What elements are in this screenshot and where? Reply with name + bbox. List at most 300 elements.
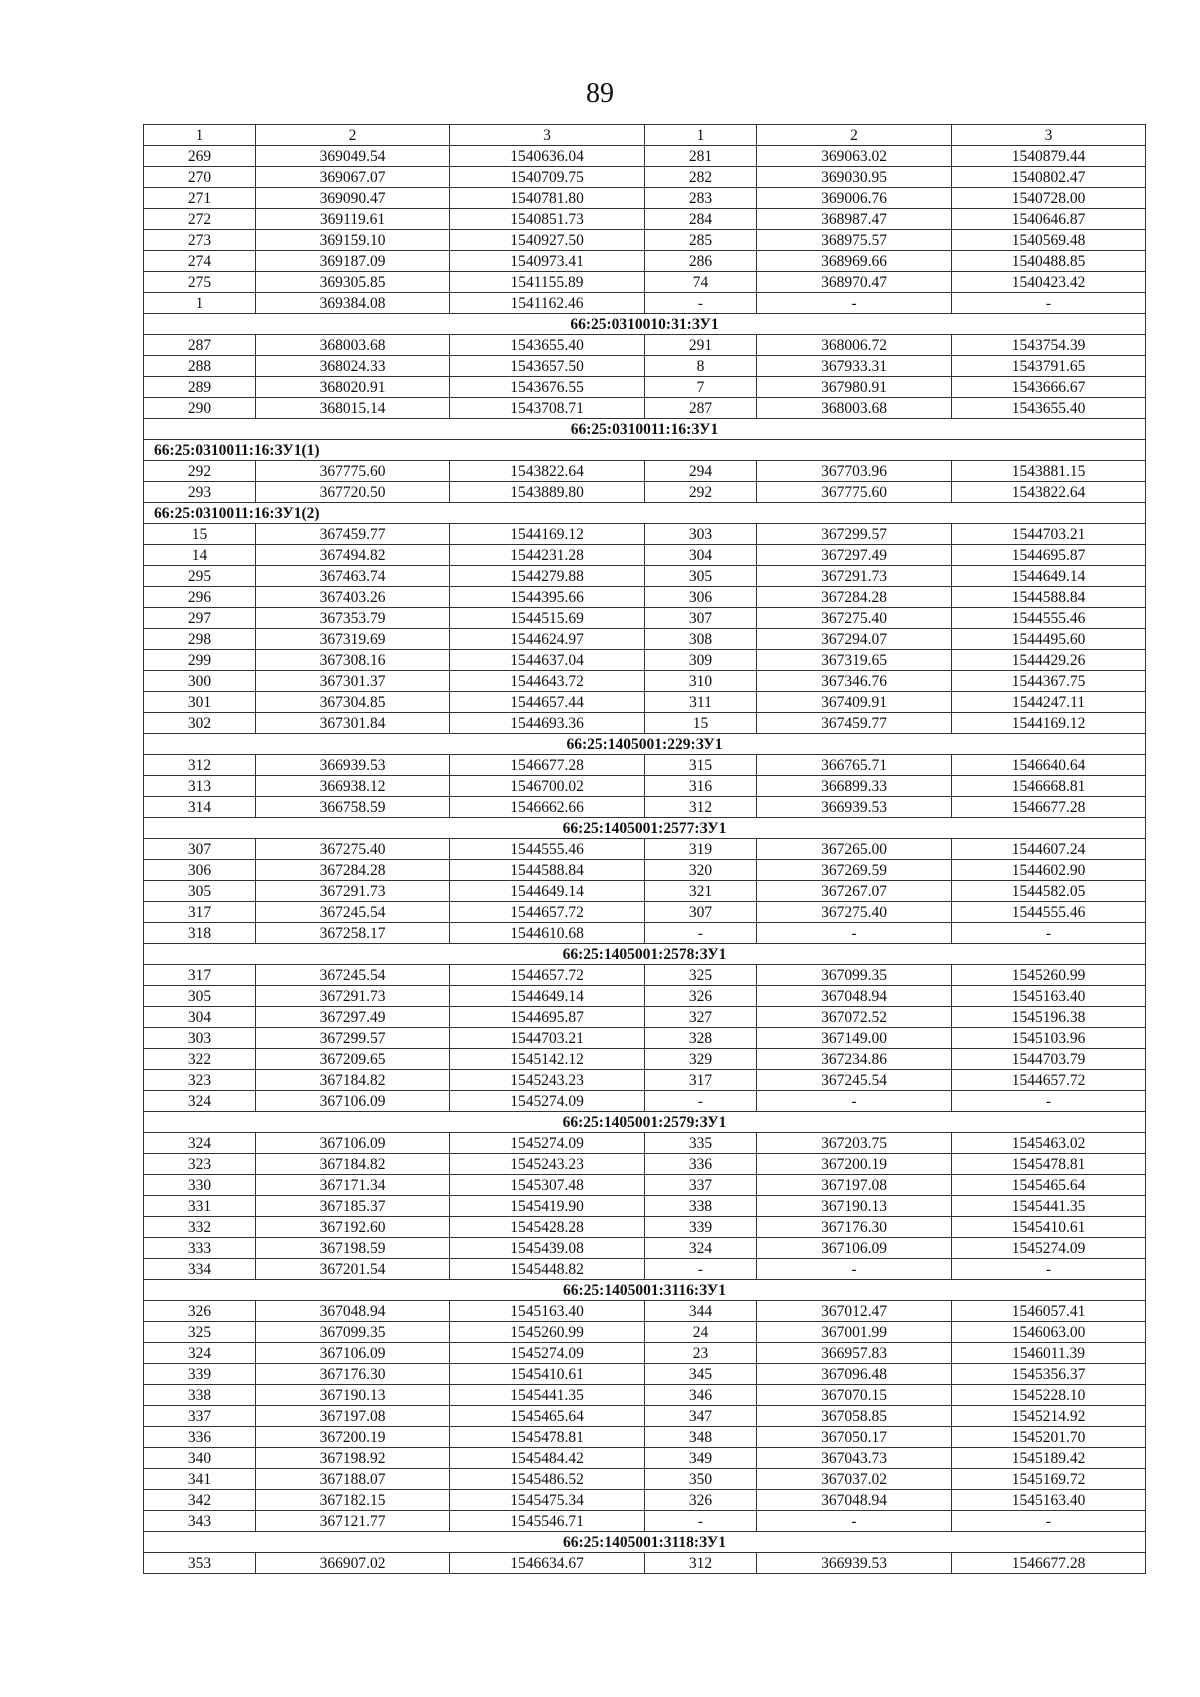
table-cell: 292 xyxy=(645,482,757,503)
table-cell: 1546662.66 xyxy=(450,797,645,818)
table-cell: - xyxy=(757,1259,952,1280)
table-cell: 366758.59 xyxy=(256,797,450,818)
table-cell: 274 xyxy=(144,251,256,272)
table-cell: 1545274.09 xyxy=(450,1091,645,1112)
table-cell: 1544515.69 xyxy=(450,608,645,629)
table-cell: 367072.52 xyxy=(757,1007,952,1028)
table-cell: 1545228.10 xyxy=(952,1385,1146,1406)
coordinates-table xyxy=(143,124,1146,1574)
table-header-row xyxy=(144,125,1146,146)
table-cell: - xyxy=(952,1259,1146,1280)
table-cell: 307 xyxy=(144,839,256,860)
table-cell: 369030.95 xyxy=(757,167,952,188)
table-row xyxy=(144,1427,1146,1448)
table-cell: 367037.02 xyxy=(757,1469,952,1490)
table-cell: 369067.07 xyxy=(256,167,450,188)
table-cell: 367234.86 xyxy=(757,1049,952,1070)
table-cell: 367284.28 xyxy=(256,860,450,881)
table-cell: 1544703.21 xyxy=(450,1028,645,1049)
table-cell: 1541162.46 xyxy=(450,293,645,314)
table-cell: 367294.07 xyxy=(757,629,952,650)
table-cell: 1544703.79 xyxy=(952,1049,1146,1070)
table-cell: 329 xyxy=(645,1049,757,1070)
table-cell: 367176.30 xyxy=(757,1217,952,1238)
section-heading: 66:25:1405001:2577:ЗУ1 xyxy=(144,818,1146,839)
table-cell: 331 xyxy=(144,1196,256,1217)
table-row xyxy=(144,1364,1146,1385)
table-cell: 312 xyxy=(645,797,757,818)
table-row xyxy=(144,545,1146,566)
table-cell: 293 xyxy=(144,482,256,503)
table-cell: 303 xyxy=(645,524,757,545)
table-cell: 367176.30 xyxy=(256,1364,450,1385)
table-cell: 284 xyxy=(645,209,757,230)
table-cell: 287 xyxy=(645,398,757,419)
section-heading: 66:25:0310011:16:ЗУ1 xyxy=(144,419,1146,440)
section-heading: 66:25:1405001:2579:ЗУ1 xyxy=(144,1112,1146,1133)
table-row xyxy=(144,398,1146,419)
table-cell: 367050.17 xyxy=(757,1427,952,1448)
table-cell: 1543822.64 xyxy=(450,461,645,482)
table-cell: 24 xyxy=(645,1322,757,1343)
table-row xyxy=(144,755,1146,776)
table-cell: 367190.13 xyxy=(256,1385,450,1406)
table-cell: 1544429.26 xyxy=(952,650,1146,671)
table-cell: 1540646.87 xyxy=(952,209,1146,230)
table-cell: 368020.91 xyxy=(256,377,450,398)
table-cell: 367190.13 xyxy=(757,1196,952,1217)
table-row xyxy=(144,1091,1146,1112)
table-cell: 1544607.24 xyxy=(952,839,1146,860)
table-cell: 1545260.99 xyxy=(952,965,1146,986)
table-cell: 1543657.50 xyxy=(450,356,645,377)
table-cell: 367308.16 xyxy=(256,650,450,671)
table-row xyxy=(144,776,1146,797)
table-cell: 1545428.28 xyxy=(450,1217,645,1238)
table-cell: 1545274.09 xyxy=(450,1133,645,1154)
table-cell: 1545356.37 xyxy=(952,1364,1146,1385)
table-cell: 345 xyxy=(645,1364,757,1385)
table-cell: 367980.91 xyxy=(757,377,952,398)
table-cell: 1545465.64 xyxy=(450,1406,645,1427)
table-cell: 1544169.12 xyxy=(952,713,1146,734)
table-cell: 1545463.02 xyxy=(952,1133,1146,1154)
table-cell: 1540802.47 xyxy=(952,167,1146,188)
table-cell: 1540781.80 xyxy=(450,188,645,209)
table-cell: 1545201.70 xyxy=(952,1427,1146,1448)
table-row xyxy=(144,860,1146,881)
table-cell: 367403.26 xyxy=(256,587,450,608)
table-cell: 269 xyxy=(144,146,256,167)
table-cell: 338 xyxy=(144,1385,256,1406)
table-cell: 367267.07 xyxy=(757,881,952,902)
table-cell: 1546640.64 xyxy=(952,755,1146,776)
table-cell: 1545478.81 xyxy=(450,1427,645,1448)
table-cell: 1544602.90 xyxy=(952,860,1146,881)
table-cell: 367299.57 xyxy=(256,1028,450,1049)
table-cell: 367070.15 xyxy=(757,1385,952,1406)
table-cell: 1540636.04 xyxy=(450,146,645,167)
table-row xyxy=(144,293,1146,314)
table-cell: 323 xyxy=(144,1154,256,1175)
table-cell: 367106.09 xyxy=(256,1091,450,1112)
table-cell: 367043.73 xyxy=(757,1448,952,1469)
table-cell: 367346.76 xyxy=(757,671,952,692)
table-cell: 316 xyxy=(645,776,757,797)
table-row xyxy=(144,713,1146,734)
table-cell: 1544693.36 xyxy=(450,713,645,734)
table-row xyxy=(144,356,1146,377)
table-cell: 303 xyxy=(144,1028,256,1049)
table-cell: 369049.54 xyxy=(256,146,450,167)
table-cell: 298 xyxy=(144,629,256,650)
table-row xyxy=(144,797,1146,818)
page-number: 89 xyxy=(586,78,614,109)
table-row xyxy=(144,1469,1146,1490)
table-row xyxy=(144,1217,1146,1238)
table-cell: 367265.00 xyxy=(757,839,952,860)
table-cell: 367209.65 xyxy=(256,1049,450,1070)
table-cell: 366939.53 xyxy=(757,1553,952,1574)
table-cell: 368970.47 xyxy=(757,272,952,293)
table-cell: 302 xyxy=(144,713,256,734)
table-cell: 368006.72 xyxy=(757,335,952,356)
table-row xyxy=(144,1154,1146,1175)
table-cell: 341 xyxy=(144,1469,256,1490)
section-heading: 66:25:0310010:31:ЗУ1 xyxy=(144,314,1146,335)
table-cell: 367099.35 xyxy=(757,965,952,986)
table-cell: 324 xyxy=(144,1133,256,1154)
table-row xyxy=(144,1322,1146,1343)
table-row xyxy=(144,1049,1146,1070)
table-cell: 367184.82 xyxy=(256,1154,450,1175)
table-row xyxy=(144,881,1146,902)
section-heading: 66:25:1405001:3116:ЗУ1 xyxy=(144,1280,1146,1301)
table-cell: 369119.61 xyxy=(256,209,450,230)
section-heading: 66:25:0310011:16:ЗУ1(2) xyxy=(144,503,1146,524)
table-cell: 1544695.87 xyxy=(952,545,1146,566)
table-cell: 367304.85 xyxy=(256,692,450,713)
table-cell: 1545163.40 xyxy=(450,1301,645,1322)
table-row xyxy=(144,209,1146,230)
table-cell: 308 xyxy=(645,629,757,650)
table-cell: 1544395.66 xyxy=(450,587,645,608)
table-cell: 367058.85 xyxy=(757,1406,952,1427)
table-cell: - xyxy=(952,293,1146,314)
table-cell: 312 xyxy=(144,755,256,776)
section-heading-row xyxy=(144,944,1146,965)
table-cell: 307 xyxy=(645,902,757,923)
table-cell: 309 xyxy=(645,650,757,671)
table-cell: 350 xyxy=(645,1469,757,1490)
header-cell-y: 3 xyxy=(450,125,645,146)
table-cell: 366939.53 xyxy=(256,755,450,776)
table-cell: 1544588.84 xyxy=(952,587,1146,608)
table-cell: 369006.76 xyxy=(757,188,952,209)
table-cell: - xyxy=(645,923,757,944)
table-cell: 1545484.42 xyxy=(450,1448,645,1469)
table-cell: 290 xyxy=(144,398,256,419)
table-cell: 285 xyxy=(645,230,757,251)
table-cell: 289 xyxy=(144,377,256,398)
table-cell: 326 xyxy=(645,1490,757,1511)
table-cell: - xyxy=(757,293,952,314)
table-cell: 1543655.40 xyxy=(450,335,645,356)
table-cell: 1545260.99 xyxy=(450,1322,645,1343)
table-cell: 1540709.75 xyxy=(450,167,645,188)
table-cell: 348 xyxy=(645,1427,757,1448)
table-row xyxy=(144,230,1146,251)
table-cell: 1544555.46 xyxy=(450,839,645,860)
table-cell: 1543881.15 xyxy=(952,461,1146,482)
table-cell: 367291.73 xyxy=(757,566,952,587)
table-cell: 317 xyxy=(144,902,256,923)
table-cell: 1545546.71 xyxy=(450,1511,645,1532)
table-cell: 1546677.28 xyxy=(952,1553,1146,1574)
section-heading: 66:25:0310011:16:ЗУ1(1) xyxy=(144,440,1146,461)
table-cell: 353 xyxy=(144,1553,256,1574)
table-cell: 1540569.48 xyxy=(952,230,1146,251)
table-cell: 344 xyxy=(645,1301,757,1322)
table-cell: - xyxy=(645,1511,757,1532)
table-cell: 272 xyxy=(144,209,256,230)
table-row xyxy=(144,167,1146,188)
table-cell: 343 xyxy=(144,1511,256,1532)
table-cell: 1544643.72 xyxy=(450,671,645,692)
table-cell: 369063.02 xyxy=(757,146,952,167)
section-heading-row xyxy=(144,818,1146,839)
table-row xyxy=(144,839,1146,860)
table-cell: 23 xyxy=(645,1343,757,1364)
table-cell: 1543791.65 xyxy=(952,356,1146,377)
table-cell: 1545410.61 xyxy=(450,1364,645,1385)
table-cell: 366765.71 xyxy=(757,755,952,776)
table-cell: 1545163.40 xyxy=(952,986,1146,1007)
table-cell: 1545439.08 xyxy=(450,1238,645,1259)
table-cell: 318 xyxy=(144,923,256,944)
table-cell: 367048.94 xyxy=(757,1490,952,1511)
table-cell: 367200.19 xyxy=(256,1427,450,1448)
table-cell: 322 xyxy=(144,1049,256,1070)
table-cell: 307 xyxy=(645,608,757,629)
table-cell: 367185.37 xyxy=(256,1196,450,1217)
table-cell: 304 xyxy=(144,1007,256,1028)
table-cell: 1545103.96 xyxy=(952,1028,1146,1049)
table-cell: 310 xyxy=(645,671,757,692)
table-cell: 1544169.12 xyxy=(450,524,645,545)
table-cell: 275 xyxy=(144,272,256,293)
table-row xyxy=(144,1007,1146,1028)
table-row xyxy=(144,1301,1146,1322)
table-cell: 1540927.50 xyxy=(450,230,645,251)
table-cell: 366938.12 xyxy=(256,776,450,797)
table-cell: 325 xyxy=(645,965,757,986)
table-cell: 1545274.09 xyxy=(450,1343,645,1364)
table-cell: 326 xyxy=(144,1301,256,1322)
table-cell: 368003.68 xyxy=(256,335,450,356)
table-cell: 1545243.23 xyxy=(450,1154,645,1175)
table-cell: 1544657.72 xyxy=(450,902,645,923)
table-cell: 334 xyxy=(144,1259,256,1280)
table-cell: 367353.79 xyxy=(256,608,450,629)
table-cell: 1544657.72 xyxy=(952,1070,1146,1091)
table-cell: 367198.92 xyxy=(256,1448,450,1469)
table-cell: 1 xyxy=(144,293,256,314)
header-cell-x: 2 xyxy=(757,125,952,146)
table-cell: 282 xyxy=(645,167,757,188)
table-row xyxy=(144,272,1146,293)
table-cell: 305 xyxy=(645,566,757,587)
table-cell: 1540879.44 xyxy=(952,146,1146,167)
table-cell: 1545448.82 xyxy=(450,1259,645,1280)
table-cell: 325 xyxy=(144,1322,256,1343)
table-cell: 1545274.09 xyxy=(952,1238,1146,1259)
table-cell: 349 xyxy=(645,1448,757,1469)
header-cell-x: 2 xyxy=(256,125,450,146)
table-cell: 7 xyxy=(645,377,757,398)
table-row xyxy=(144,692,1146,713)
table-cell: 336 xyxy=(645,1154,757,1175)
table-cell: 367301.37 xyxy=(256,671,450,692)
table-cell: 339 xyxy=(645,1217,757,1238)
table-cell: 1543676.55 xyxy=(450,377,645,398)
table-cell: 1546668.81 xyxy=(952,776,1146,797)
table-cell: - xyxy=(645,1259,757,1280)
header-cell-point: 1 xyxy=(645,125,757,146)
table-cell: 367106.09 xyxy=(256,1343,450,1364)
table-row xyxy=(144,377,1146,398)
table-cell: - xyxy=(757,923,952,944)
section-heading-row xyxy=(144,1532,1146,1553)
table-cell: 367188.07 xyxy=(256,1469,450,1490)
header-cell-point: 1 xyxy=(144,125,256,146)
table-row xyxy=(144,1385,1146,1406)
table-cell: 1540488.85 xyxy=(952,251,1146,272)
table-cell: 367299.57 xyxy=(757,524,952,545)
table-cell: 367201.54 xyxy=(256,1259,450,1280)
table-cell: 1545307.48 xyxy=(450,1175,645,1196)
table-cell: 311 xyxy=(645,692,757,713)
table-cell: 1544610.68 xyxy=(450,923,645,944)
table-cell: 1544703.21 xyxy=(952,524,1146,545)
table-cell: 367171.34 xyxy=(256,1175,450,1196)
table-cell: 367203.75 xyxy=(757,1133,952,1154)
table-row xyxy=(144,482,1146,503)
table-row xyxy=(144,566,1146,587)
header-cell-y: 3 xyxy=(952,125,1146,146)
table-cell: 271 xyxy=(144,188,256,209)
section-heading-row xyxy=(144,1280,1146,1301)
table-cell: 367494.82 xyxy=(256,545,450,566)
table-cell: 1546700.02 xyxy=(450,776,645,797)
table-cell: 367001.99 xyxy=(757,1322,952,1343)
table-cell: 1545189.42 xyxy=(952,1448,1146,1469)
table-cell: 1543708.71 xyxy=(450,398,645,419)
table-cell: 367301.84 xyxy=(256,713,450,734)
table-cell: 313 xyxy=(144,776,256,797)
table-row xyxy=(144,608,1146,629)
table-cell: 367459.77 xyxy=(256,524,450,545)
table-cell: 15 xyxy=(645,713,757,734)
table-cell: 368003.68 xyxy=(757,398,952,419)
table-cell: 367192.60 xyxy=(256,1217,450,1238)
table-cell: 366939.53 xyxy=(757,797,952,818)
table-cell: 1546011.39 xyxy=(952,1343,1146,1364)
table-cell: 1544495.60 xyxy=(952,629,1146,650)
table-row xyxy=(144,1028,1146,1049)
table-cell: 367409.91 xyxy=(757,692,952,713)
table-cell: 367182.15 xyxy=(256,1490,450,1511)
table-cell: 335 xyxy=(645,1133,757,1154)
table-row xyxy=(144,1448,1146,1469)
table-row xyxy=(144,587,1146,608)
section-heading-row xyxy=(144,1112,1146,1133)
table-row xyxy=(144,1259,1146,1280)
table-cell: 1545243.23 xyxy=(450,1070,645,1091)
table-cell: 367933.31 xyxy=(757,356,952,377)
table-cell: 367245.54 xyxy=(256,902,450,923)
table-row xyxy=(144,1175,1146,1196)
table-cell: 347 xyxy=(645,1406,757,1427)
table-cell: 1545478.81 xyxy=(952,1154,1146,1175)
section-heading: 66:25:1405001:2578:ЗУ1 xyxy=(144,944,1146,965)
table-cell: 333 xyxy=(144,1238,256,1259)
table-cell: 368987.47 xyxy=(757,209,952,230)
table-cell: 337 xyxy=(144,1406,256,1427)
table-cell: 304 xyxy=(645,545,757,566)
table-cell: - xyxy=(757,1091,952,1112)
table-cell: 1545419.90 xyxy=(450,1196,645,1217)
table-cell: 296 xyxy=(144,587,256,608)
table-row xyxy=(144,251,1146,272)
table-row xyxy=(144,1343,1146,1364)
table-row xyxy=(144,1133,1146,1154)
table-cell: 1544657.44 xyxy=(450,692,645,713)
table-cell: 367149.00 xyxy=(757,1028,952,1049)
table-cell: 367775.60 xyxy=(757,482,952,503)
section-heading-row xyxy=(144,503,1146,524)
table-cell: 367106.09 xyxy=(256,1133,450,1154)
table-cell: 1546677.28 xyxy=(450,755,645,776)
table-cell: 1545465.64 xyxy=(952,1175,1146,1196)
table-row xyxy=(144,1238,1146,1259)
table-row xyxy=(144,1196,1146,1217)
table-row xyxy=(144,524,1146,545)
table-cell: 301 xyxy=(144,692,256,713)
table-cell: 324 xyxy=(144,1091,256,1112)
table-cell: 369187.09 xyxy=(256,251,450,272)
table-row xyxy=(144,650,1146,671)
table-row xyxy=(144,1553,1146,1574)
table-row xyxy=(144,902,1146,923)
table-cell: 1545169.72 xyxy=(952,1469,1146,1490)
table-cell: - xyxy=(952,1091,1146,1112)
table-cell: 367459.77 xyxy=(757,713,952,734)
table-cell: 321 xyxy=(645,881,757,902)
table-cell: 366957.83 xyxy=(757,1343,952,1364)
table-cell: 342 xyxy=(144,1490,256,1511)
table-cell: 8 xyxy=(645,356,757,377)
table-cell: 1545475.34 xyxy=(450,1490,645,1511)
table-cell: 328 xyxy=(645,1028,757,1049)
table-cell: 367284.28 xyxy=(757,587,952,608)
table-cell: 1544649.14 xyxy=(952,566,1146,587)
table-cell: 368024.33 xyxy=(256,356,450,377)
table-cell: 332 xyxy=(144,1217,256,1238)
table-cell: 74 xyxy=(645,272,757,293)
table-cell: 1543655.40 xyxy=(952,398,1146,419)
table-cell: 367275.40 xyxy=(757,902,952,923)
